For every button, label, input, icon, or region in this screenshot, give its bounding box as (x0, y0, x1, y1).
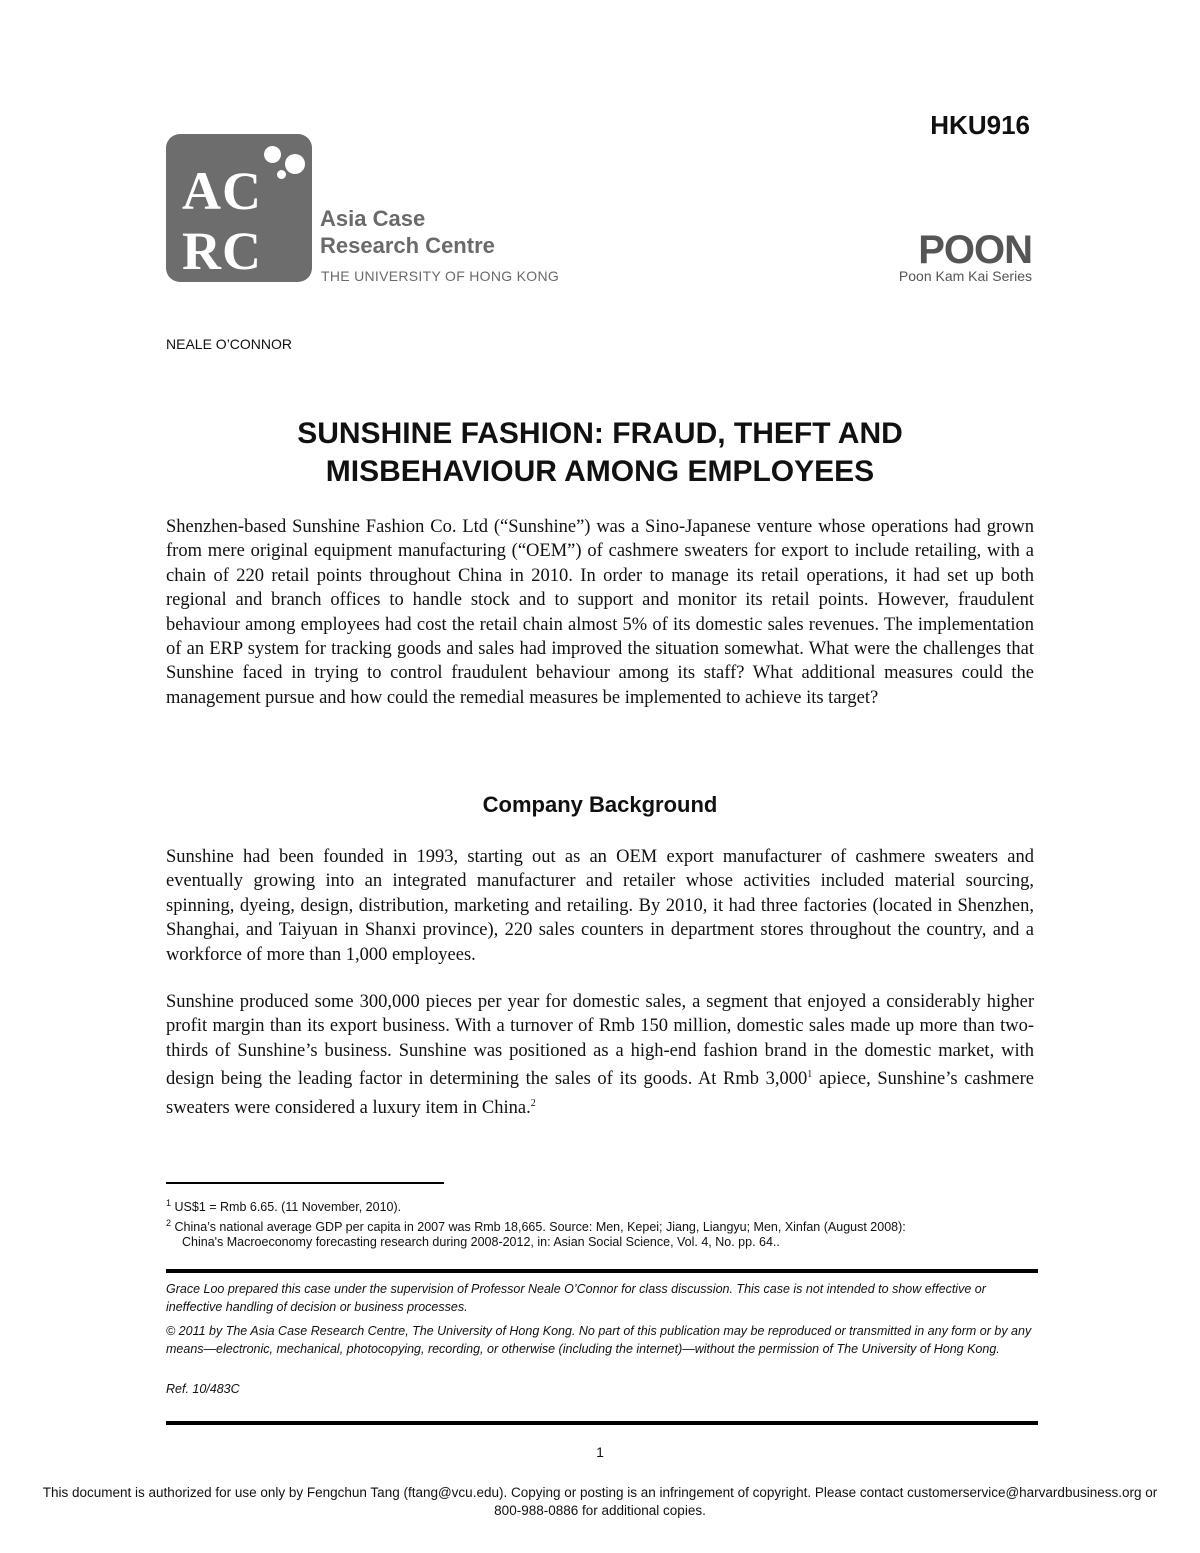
logo-dot-icon (264, 146, 281, 163)
footnote-number: 2 (166, 1218, 172, 1228)
case-title-line2: MISBEHAVIOUR AMONG EMPLOYEES (325, 455, 875, 488)
background-paragraph-2-text: Sunshine produced some 300,000 pieces per year for domestic sales, a segment that enjoyed a considerably higher profit margin than its export business. With a turnover of Rmb 150 million, domestic sales made up more than two-thirds of Sunshine’s business. Sunshine was positioned as a high-end fashion brand in the domestic market, with design being the leading factor in determining the sales of its goods. At Rmb 3,000 (166, 992, 1034, 1090)
acrc-logo (166, 134, 312, 282)
acrc-logo-letters-bottom: RC (182, 221, 262, 281)
background-paragraph-2-text: apiece, Sunshine’s cashmere sweaters were considered a luxury item in China. (166, 1069, 1034, 1118)
footnote-number: 1 (166, 1198, 172, 1208)
authorization-notice-line1: This document is authorized for use only by Fengchun Tang (ftang@vcu.edu). Copying or posting is an infringement of copyright. Please contact customerservice@harvardbusiness.org or (42, 1485, 1158, 1500)
acrc-name-line2: Research Centre (320, 233, 495, 258)
footnote-text: China’s national average GDP per capita in 2007 was Rmb 18,665. Source: Men, Kepei; Jiang, Liangyu; Men, Xinfan (August 2008): (174, 1220, 906, 1235)
author-name: NEALE O’CONNOR (166, 336, 293, 352)
acrc-university: THE UNIVERSITY OF HONG KONG (321, 268, 560, 284)
abstract: Shenzhen-based Sunshine Fashion Co. Ltd (“Sunshine”) was a Sino-Japanese venture whose operations had grown from mere original equipment manufacturing (“OEM”) of cashmere sweaters for export to include retailing, with a chain of 220 retail points throughout China in 2010. In order to manage its retail operations, it had set up both regional and branch offices to handle stock and to support and monitor its retail points. However, fraudulent behaviour among employees had cost the retail chain almost 5% of its domestic sales revenues. The implementation of an ERP system for tracking goods and sales had improved the situation somewhat. What were the challenges that Sunshine faced in trying to control fraudulent behaviour among its staff? What additional measures could the management pursue and how could the remedial measures be implemented to achieve its target? (166, 517, 1034, 708)
logo-dot-icon (285, 154, 305, 174)
footnote-divider (166, 1182, 444, 1184)
copyright-note: © 2011 by The Asia Case Research Centre, The University of Hong Kong. No part of this publication may be reproduced or transmitted in any form or by any means—electronic, mechanical, photocopying, recording, or otherwise (including the internet)—without the permission of The University of Hong Kong. (166, 1324, 1032, 1356)
acrc-name-line1: Asia Case (320, 206, 426, 231)
note-top-rule (166, 1269, 1038, 1273)
case-title (166, 415, 1034, 491)
poon-series: Poon Kam Kai Series (898, 268, 1032, 284)
footnote-2-continued: China's Macroeconomy forecasting research during 2008-2012, in: Asian Social Science, Vol. 4, No. pp. 64.. (182, 1235, 780, 1249)
page-number: 1 (596, 1444, 604, 1460)
poon-logo: POON (918, 228, 1032, 272)
logo-dot-icon (277, 170, 286, 179)
footnote-text: US$1 = Rmb 6.65. (11 November, 2010). (174, 1200, 402, 1215)
reference-number: Ref. 10/483C (166, 1382, 240, 1396)
background-paragraph-2 (166, 990, 1034, 1120)
case-title-line1: SUNSHINE FASHION: FRAUD, THEFT AND (297, 417, 903, 450)
background-paragraph-1: Sunshine had been founded in 1993, starting out as an OEM export manufacturer of cashmere sweaters and eventually growing into an integrated manufacturer and retailer whose activities included material sourcing, spinning, dyeing, design, distribution, marketing and retailing. By 2010, it had three factories (located in Shenzhen, Shanghai, and Taiyuan in Shanxi province), 220 sales counters in department stores throughout the country, and a workforce of more than 1,000 employees. (166, 847, 1034, 965)
footnote-ref[interactable]: 2 (530, 1097, 536, 1109)
footnote-ref[interactable]: 1 (807, 1069, 813, 1081)
section-heading: Company Background (482, 792, 718, 817)
authorization-notice-line2: 800-988-0886 for additional copies. (494, 1503, 706, 1518)
acrc-logo-letters-top: AC (182, 161, 262, 221)
authorization-notice (20, 1484, 1180, 1520)
preparation-note: Grace Loo prepared this case under the supervision of Professor Neale O’Connor for class discussion. This case is not intended to show effective or ineffective handling of decision or business processes. (166, 1282, 986, 1314)
note-bottom-rule (166, 1421, 1038, 1425)
case-code: HKU916 (930, 110, 1030, 140)
